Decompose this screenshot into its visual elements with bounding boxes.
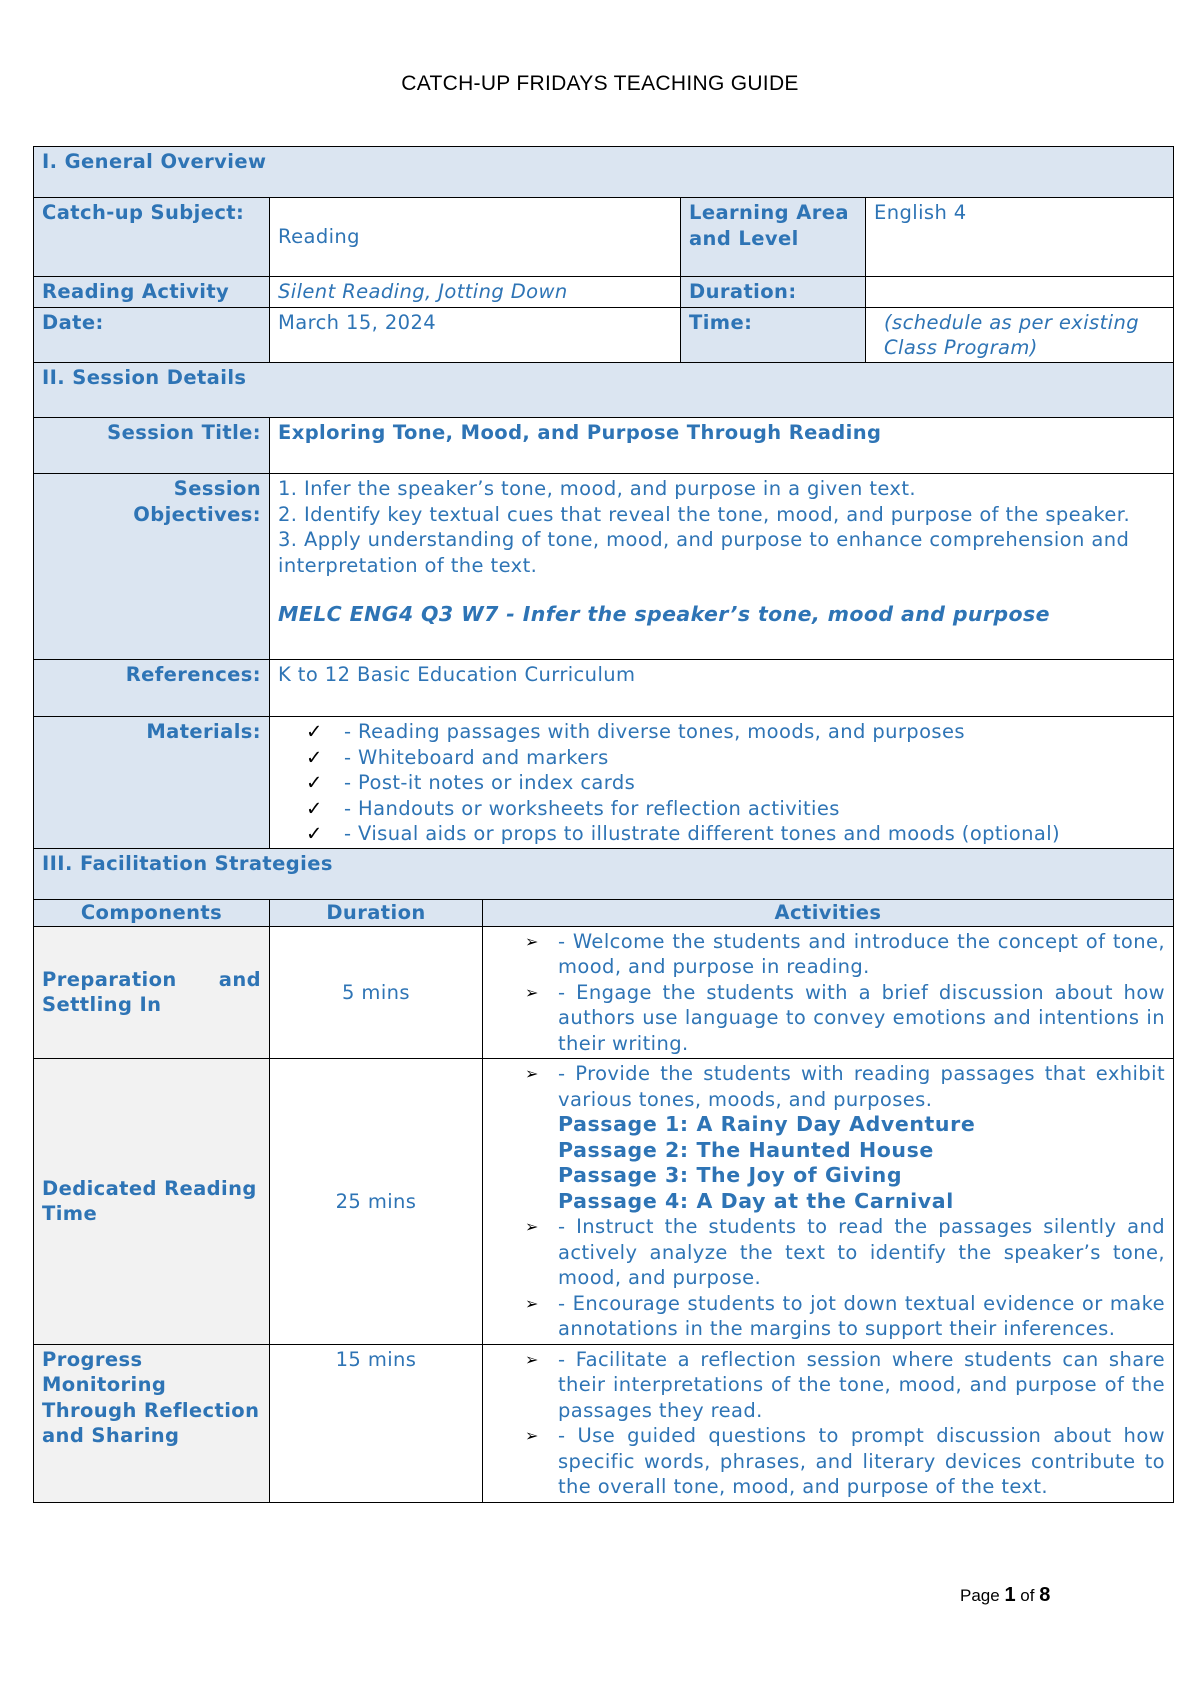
section-heading-session-details: II. Session Details [34, 363, 1174, 418]
check-icon: ✓ [306, 796, 323, 820]
facilitation-strategies-table [33, 848, 1174, 1503]
section-heading-general-overview: I. General Overview [34, 147, 1174, 198]
component-cell: Dedicated Reading Time [34, 1059, 270, 1345]
list-item: ➢ - Provide the students with reading passages that exhibit various tones, moods, and purposes. [525, 1062, 1165, 1111]
page-number: 1 [1004, 1584, 1016, 1606]
list-item: ✓ - Whiteboard and markers [306, 745, 609, 769]
list-item: ➢ - Facilitate a reflection session where students can share their interpretations of the tone, mood, and purpose of the passages they read. [525, 1347, 1165, 1422]
column-header-activities: Activities [483, 900, 1174, 927]
arrow-bullet-icon: ➢ [525, 1064, 539, 1083]
learning-area-label: Learning Area and Level [681, 198, 866, 277]
date-value: March 15, 2024 [270, 307, 681, 363]
objective-item: 3. Apply understanding of tone, mood, and purpose to enhance comprehension and interpretation of the text. [278, 528, 1130, 577]
general-overview-table [33, 146, 1174, 364]
references-label: References: [34, 660, 270, 717]
reading-activity-label: Reading Activity [34, 277, 270, 308]
arrow-bullet-icon: ➢ [525, 1426, 539, 1445]
teaching-guide-document [33, 146, 1173, 1503]
learning-area-value: English 4 [866, 198, 1174, 277]
page-title: CATCH-UP FRIDAYS TEACHING GUIDE [401, 72, 799, 95]
check-icon: ✓ [306, 822, 323, 845]
session-details-table [33, 362, 1174, 850]
melc-code: MELC ENG4 Q3 W7 - Infer the speaker’s tone, mood and purpose [278, 602, 1050, 626]
duration-cell: 25 mins [270, 1059, 483, 1345]
session-title-value: Exploring Tone, Mood, and Purpose Through Reading [270, 418, 1174, 474]
duration-value [866, 277, 1174, 308]
list-item: ➢ - Welcome the students and introduce the concept of tone, mood, and purpose in reading. [525, 929, 1165, 978]
materials-list [270, 717, 1174, 850]
page-number-footer [960, 1584, 1050, 1607]
passage-title: Passage 1: A Rainy Day Adventure [558, 1112, 976, 1136]
objective-item: 2. Identify key textual cues that reveal the tone, mood, and purpose of the speaker. [278, 502, 1131, 526]
arrow-bullet-icon: ➢ [525, 1217, 539, 1236]
activities-cell [483, 926, 1174, 1059]
column-header-duration: Duration [270, 900, 483, 927]
materials-label: Materials: [34, 717, 270, 850]
references-value: K to 12 Basic Education Curriculum [270, 660, 1174, 717]
time-label: Time: [681, 307, 866, 363]
component-cell: Progress Monitoring Through Reflection and Sharing [34, 1344, 270, 1502]
of-word: of [1020, 1586, 1035, 1605]
page-total: 8 [1039, 1584, 1051, 1606]
list-item: ✓ - Reading passages with diverse tones, moods, and purposes [306, 720, 965, 743]
list-item: ✓ - Handouts or worksheets for reflection activities [306, 796, 840, 820]
duration-cell: 15 mins [270, 1344, 483, 1502]
table-row [34, 1344, 1174, 1502]
arrow-bullet-icon: ➢ [525, 931, 539, 951]
session-objectives-value [270, 474, 1174, 660]
table-row [34, 1059, 1174, 1345]
duration-cell: 5 mins [270, 926, 483, 1059]
passage-title: Passage 2: The Haunted House [558, 1137, 934, 1162]
passage-title: Passage 4: A Day at the Carnival [558, 1188, 954, 1213]
list-item: ✓ - Post-it notes or index cards [306, 771, 636, 794]
check-icon: ✓ [306, 745, 323, 769]
arrow-bullet-icon: ➢ [525, 982, 539, 1002]
page-word: Page [960, 1586, 1000, 1605]
session-title-label: Session Title: [34, 418, 270, 474]
list-item: ✓ - Visual aids or props to illustrate different tones and moods (optional) [306, 822, 1061, 845]
date-label: Date: [34, 307, 270, 363]
session-objectives-label: Session Objectives: [34, 474, 270, 660]
passage-list [483, 1112, 1165, 1214]
section-heading-facilitation: III. Facilitation Strategies [34, 849, 1174, 900]
catchup-subject-value: Reading [270, 198, 681, 277]
column-header-components: Components [34, 900, 270, 927]
reading-activity-value: Silent Reading, Jotting Down [270, 277, 681, 308]
component-cell: Preparation and Settling In [34, 926, 270, 1059]
objective-item: 1. Infer the speaker’s tone, mood, and purpose in a given text. [278, 477, 917, 500]
catchup-subject-label: Catch-up Subject: [34, 198, 270, 277]
duration-label: Duration: [681, 277, 866, 308]
list-item: ➢ - Encourage students to jot down textual evidence or make annotations in the margins to support their inferences. [525, 1291, 1165, 1340]
arrow-bullet-icon: ➢ [525, 1293, 539, 1313]
arrow-bullet-icon: ➢ [525, 1349, 539, 1369]
check-icon: ✓ [306, 720, 323, 743]
list-item: ➢ - Engage the students with a brief discussion about how authors use language to convey emotions and intentions in their writing. [525, 980, 1165, 1055]
table-row [34, 926, 1174, 1059]
activities-cell [483, 1344, 1174, 1502]
list-item: ➢ - Instruct the students to read the passages silently and actively analyze the text to identify the speaker’s tone, mood, and purpose. [525, 1215, 1165, 1289]
time-value: (schedule as per existing Class Program) [866, 307, 1174, 363]
check-icon: ✓ [306, 771, 323, 794]
list-item: ➢ - Use guided questions to prompt discussion about how specific words, phrases, and literary devices contribute to the overall tone, mood, and purpose of the text. [525, 1424, 1165, 1498]
passage-title: Passage 3: The Joy of Giving [558, 1163, 903, 1187]
activities-cell [483, 1059, 1174, 1345]
